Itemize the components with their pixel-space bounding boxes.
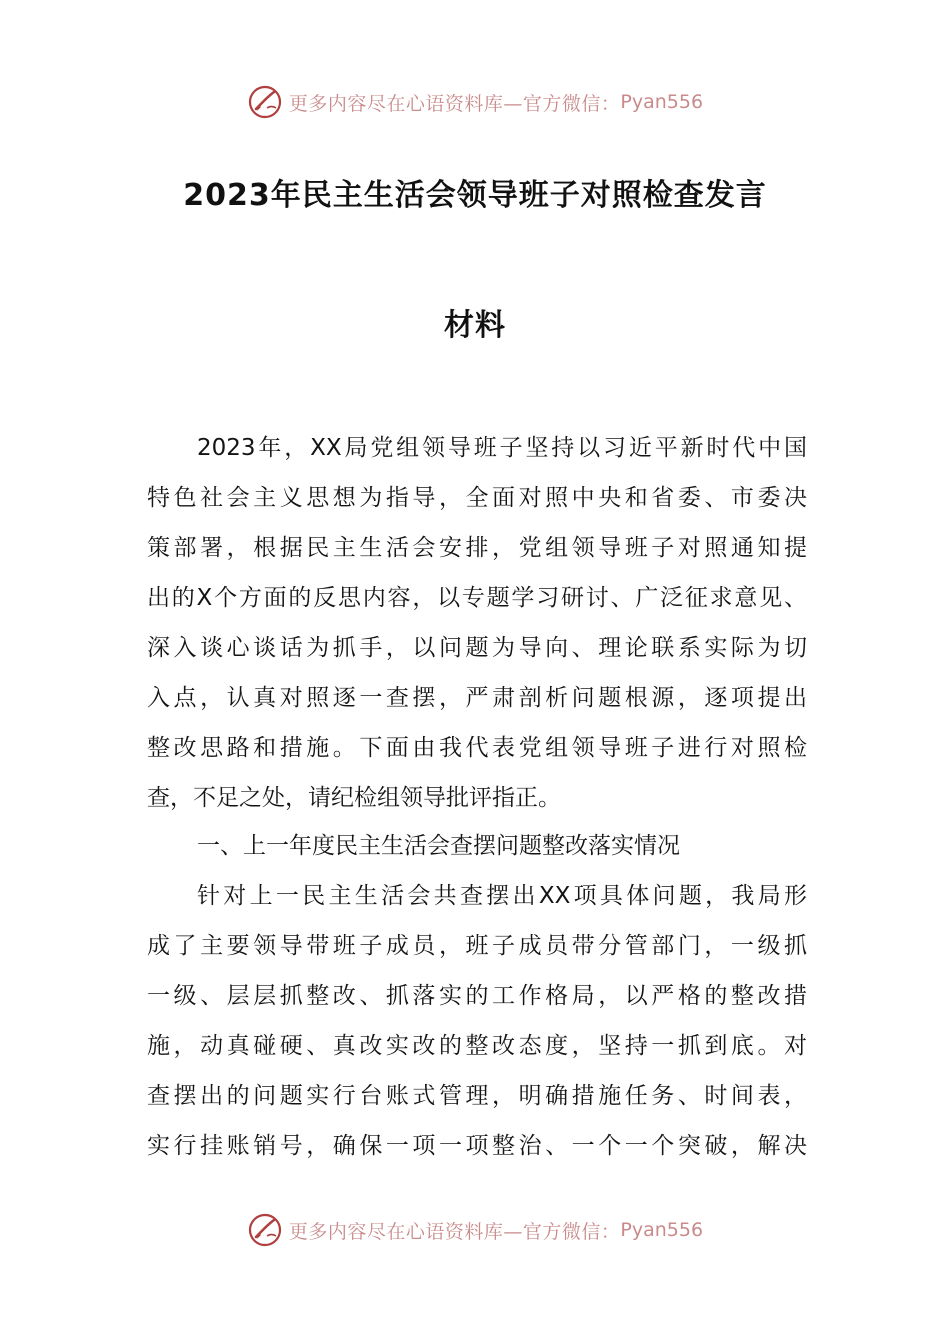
paragraph-line: 施，动真碰硬、真改实改的整改态度，坚持一抓到底。对	[147, 1033, 807, 1059]
footer-watermark	[0, 1210, 950, 1250]
paragraph-line: 成了主要领导带班子成员，班子成员带分管部门，一级抓	[147, 933, 807, 959]
header-watermark	[0, 82, 950, 122]
paragraph-line: 实行挂账销号，确保一项一项整治、一个一个突破，解决	[147, 1133, 807, 1159]
paragraph-line: 查，不足之处，请纪检组领导批评指正。	[147, 785, 561, 811]
watermark-wechat-id: Pyan556	[620, 91, 704, 113]
paragraph-line: 入点，认真对照逐一查摆，严肃剖析问题根源，逐项提出	[147, 685, 807, 711]
paragraph-line: 策部署，根据民主生活会安排，党组领导班子对照通知提	[147, 535, 807, 561]
paragraph-line: 针对上一民主生活会共查摆出XX项具体问题，我局形	[197, 883, 807, 909]
document-title-line-1: 2023年民主生活会领导班子对照检查发言	[183, 178, 767, 213]
pen-logo-icon	[247, 84, 283, 120]
paragraph-line: 查摆出的问题实行台账式管理，明确措施任务、时间表，	[147, 1083, 807, 1109]
paragraph-line: 特色社会主义思想为指导，全面对照中央和省委、市委决	[147, 485, 807, 511]
paragraph-line: 一级、层层抓整改、抓落实的工作格局，以严格的整改措	[147, 983, 807, 1009]
watermark-wechat-id: Pyan556	[620, 1219, 704, 1241]
section-heading: 一、上一年度民主生活会查摆问题整改落实情况	[197, 833, 680, 859]
watermark-text: 更多内容尽在心语资料库—官方微信：	[288, 1220, 621, 1243]
pen-logo-icon	[247, 1212, 283, 1248]
paragraph-line: 出的X个方面的反思内容，以专题学习研讨、广泛征求意见、	[147, 585, 807, 611]
paragraph-line: 整改思路和措施。下面由我代表党组领导班子进行对照检	[147, 735, 807, 761]
watermark-text: 更多内容尽在心语资料库—官方微信：	[288, 92, 621, 115]
paragraph-line: 深入谈心谈话为抓手，以问题为导向、理论联系实际为切	[147, 635, 807, 661]
paragraph-line: 2023年，XX局党组领导班子坚持以习近平新时代中国	[197, 435, 807, 461]
document-title-line-2: 材料	[444, 308, 506, 343]
